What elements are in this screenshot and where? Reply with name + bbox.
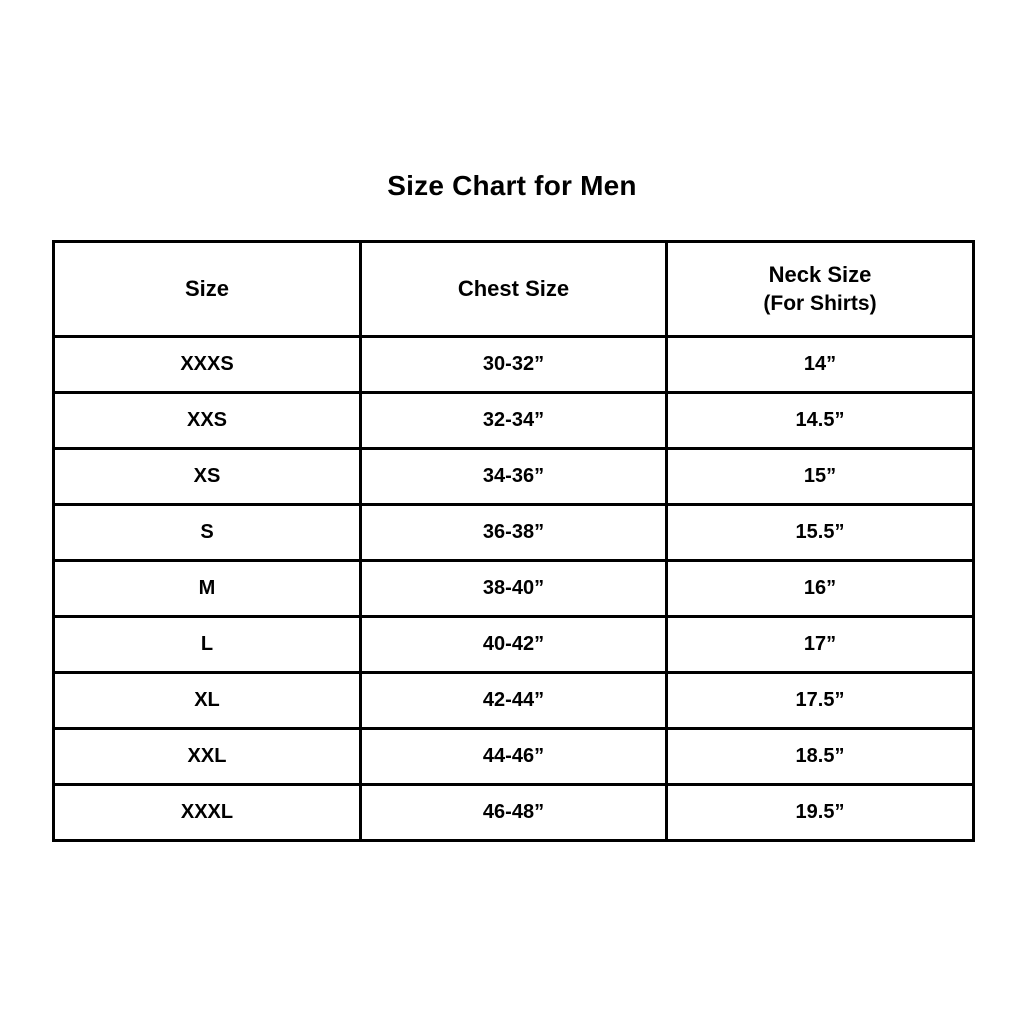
cell-neck-size: 15” <box>667 449 974 505</box>
cell-chest-size: 40-42” <box>361 617 667 673</box>
cell-neck-size: 17” <box>667 617 974 673</box>
table-row <box>54 561 974 617</box>
page-title: Size Chart for Men <box>387 170 637 201</box>
cell-neck-size: 15.5” <box>667 505 974 561</box>
cell-neck-size: 14.5” <box>667 393 974 449</box>
table-row <box>54 729 974 785</box>
table-row <box>54 785 974 841</box>
table-row <box>54 337 974 393</box>
cell-chest-size: 32-34” <box>361 393 667 449</box>
size-chart-table-wrapper <box>52 240 972 842</box>
cell-neck-size: 17.5” <box>667 673 974 729</box>
cell-neck-size: 16” <box>667 561 974 617</box>
cell-neck-size: 19.5” <box>667 785 974 841</box>
column-header-neck-size-label: Neck Size <box>768 262 872 288</box>
table-body <box>54 337 974 841</box>
column-header-chest-size <box>361 242 667 337</box>
column-header-neck-size <box>667 242 974 337</box>
cell-neck-size: 14” <box>667 337 974 393</box>
cell-chest-size: 44-46” <box>361 729 667 785</box>
column-header-chest-size-label: Chest Size <box>457 275 570 301</box>
cell-size: L <box>54 617 361 673</box>
cell-size: XXXS <box>54 337 361 393</box>
table-header <box>54 242 974 337</box>
cell-size: XXS <box>54 393 361 449</box>
column-header-size-label: Size <box>184 275 230 301</box>
cell-chest-size: 42-44” <box>361 673 667 729</box>
table-row <box>54 393 974 449</box>
cell-size: XXL <box>54 729 361 785</box>
table-header-row <box>54 242 974 337</box>
table-row <box>54 617 974 673</box>
size-chart-table <box>52 240 975 842</box>
cell-chest-size: 30-32” <box>361 337 667 393</box>
cell-size: XXXL <box>54 785 361 841</box>
column-header-size <box>54 242 361 337</box>
cell-size: S <box>54 505 361 561</box>
table-row <box>54 673 974 729</box>
cell-chest-size: 36-38” <box>361 505 667 561</box>
table-row <box>54 449 974 505</box>
cell-neck-size: 18.5” <box>667 729 974 785</box>
cell-size: XL <box>54 673 361 729</box>
cell-chest-size: 46-48” <box>361 785 667 841</box>
cell-chest-size: 38-40” <box>361 561 667 617</box>
cell-chest-size: 34-36” <box>361 449 667 505</box>
cell-size: M <box>54 561 361 617</box>
cell-size: XS <box>54 449 361 505</box>
table-row <box>54 505 974 561</box>
column-header-neck-size-sublabel: (For Shirts) <box>763 291 877 315</box>
